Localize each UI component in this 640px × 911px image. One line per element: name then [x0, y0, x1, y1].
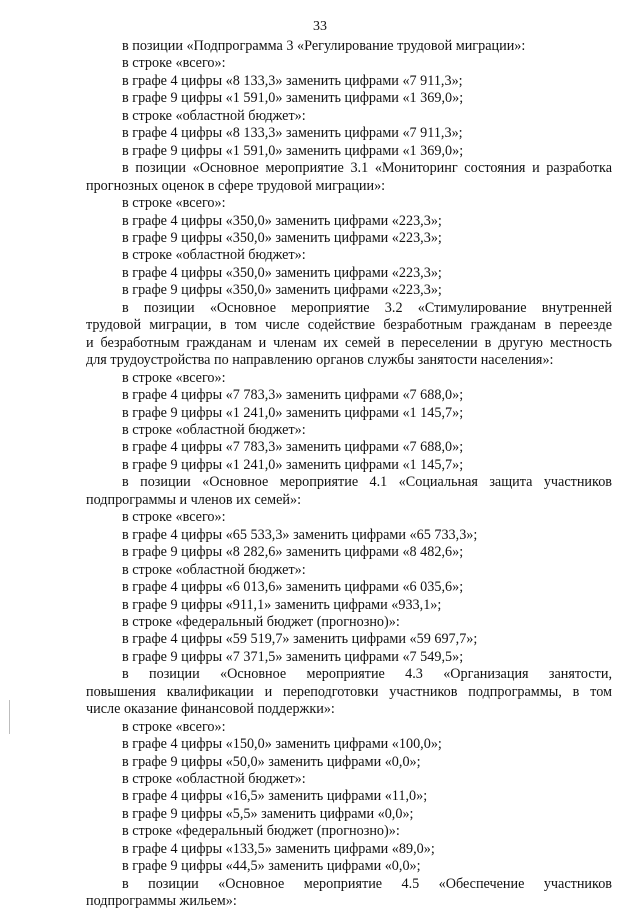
text-line: в графе 4 цифры «16,5» заменить цифрами «11,0»; — [122, 788, 428, 805]
text-line: в графе 9 цифры «350,0» заменить цифрами «223,3»; — [122, 229, 442, 246]
text-line: трудовой миграции, в том числе содействие безработным гражданам в переезде — [86, 317, 612, 334]
text-line: в графе 4 цифры «350,0» заменить цифрами «223,3»; — [122, 264, 442, 281]
text-line: повышения квалификации и переподготовки участников подпрограммы, в том — [86, 683, 612, 700]
text-line: в графе 9 цифры «1 591,0» заменить цифрами «1 369,0»; — [122, 142, 464, 159]
text-line: в графе 4 цифры «7 783,3» заменить цифрами «7 688,0»; — [122, 387, 464, 404]
text-line: в строке «областной бюджет»: — [122, 247, 306, 264]
text-line: в графе 9 цифры «7 371,5» заменить цифрами «7 549,5»; — [122, 648, 464, 665]
text-line: в графе 9 цифры «1 591,0» заменить цифрами «1 369,0»; — [122, 90, 464, 107]
text-line: в строке «областной бюджет»: — [122, 561, 306, 578]
text-line: подпрограммы и членов их семей»: — [86, 491, 302, 508]
text-line: в позиции «Основное мероприятие 4.5 «Обеспечение участников — [122, 875, 612, 892]
text-line: в позиции «Основное мероприятие 4.3 «Организация занятости, — [122, 666, 612, 683]
text-line: и безработным гражданам и членам их семей в переселении в другую местность — [86, 334, 612, 351]
text-line: в графе 4 цифры «6 013,6» заменить цифрами «6 035,6»; — [122, 579, 464, 596]
text-line: в позиции «Основное мероприятие 3.1 «Мониторинг состояния и разработка — [122, 160, 612, 177]
text-line: подпрограммы жильем»: — [86, 893, 237, 910]
text-line: в строке «всего»: — [122, 369, 226, 386]
text-line: в графе 9 цифры «1 241,0» заменить цифрами «1 145,7»; — [122, 404, 464, 421]
text-line: для трудоустройства по направлению органов службы занятости населения»: — [86, 352, 554, 369]
text-line: в графе 4 цифры «8 133,3» заменить цифрами «7 911,3»; — [122, 72, 463, 89]
scan-mark-left — [9, 700, 10, 734]
text-line: в графе 4 цифры «65 533,3» заменить цифрами «65 733,3»; — [122, 526, 478, 543]
text-line: в графе 4 цифры «133,5» заменить цифрами «89,0»; — [122, 840, 435, 857]
text-line: в строке «всего»: — [122, 195, 226, 212]
text-line: в строке «федеральный бюджет (прогнозно)»: — [122, 823, 400, 840]
text-line: в позиции «Основное мероприятие 4.1 «Социальная защита участников — [122, 474, 612, 491]
text-line: числе оказание финансовой поддержки»: — [86, 701, 335, 718]
page-number: 33 — [313, 19, 327, 34]
text-line: в графе 9 цифры «911,1» заменить цифрами «933,1»; — [122, 596, 442, 613]
text-line: в графе 4 цифры «8 133,3» заменить цифрами «7 911,3»; — [122, 125, 463, 142]
text-line: в графе 9 цифры «50,0» заменить цифрами «0,0»; — [122, 753, 421, 770]
text-line: в графе 9 цифры «350,0» заменить цифрами «223,3»; — [122, 282, 442, 299]
text-line: в строке «всего»: — [122, 509, 226, 526]
text-line: в строке «федеральный бюджет (прогнозно)»: — [122, 613, 400, 630]
text-line: в графе 4 цифры «350,0» заменить цифрами «223,3»; — [122, 212, 442, 229]
document-body — [86, 38, 612, 911]
text-line: в позиции «Основное мероприятие 3.2 «Стимулирование внутренней — [122, 299, 612, 316]
text-line: в позиции «Подпрограмма 3 «Регулирование трудовой миграции»: — [122, 38, 526, 54]
text-line: в графе 9 цифры «44,5» заменить цифрами «0,0»; — [122, 858, 421, 875]
text-line: в строке «областной бюджет»: — [122, 421, 306, 438]
text-line: в строке «областной бюджет»: — [122, 771, 306, 788]
text-line: в графе 4 цифры «59 519,7» заменить цифрами «59 697,7»; — [122, 631, 478, 648]
text-line: в графе 9 цифры «5,5» заменить цифрами «0,0»; — [122, 805, 414, 822]
text-line: в строке «областной бюджет»: — [122, 107, 306, 124]
text-line: в строке «всего»: — [122, 55, 226, 72]
text-line: в графе 9 цифры «1 241,0» заменить цифрами «1 145,7»; — [122, 456, 464, 473]
text-line: в графе 4 цифры «7 783,3» заменить цифрами «7 688,0»; — [122, 439, 464, 456]
text-line: в графе 9 цифры «8 282,6» заменить цифрами «8 482,6»; — [122, 544, 464, 561]
text-line: прогнозных оценок в сфере трудовой миграции»: — [86, 177, 386, 194]
text-line: в строке «всего»: — [122, 718, 226, 735]
text-line: в графе 4 цифры «150,0» заменить цифрами «100,0»; — [122, 736, 442, 753]
